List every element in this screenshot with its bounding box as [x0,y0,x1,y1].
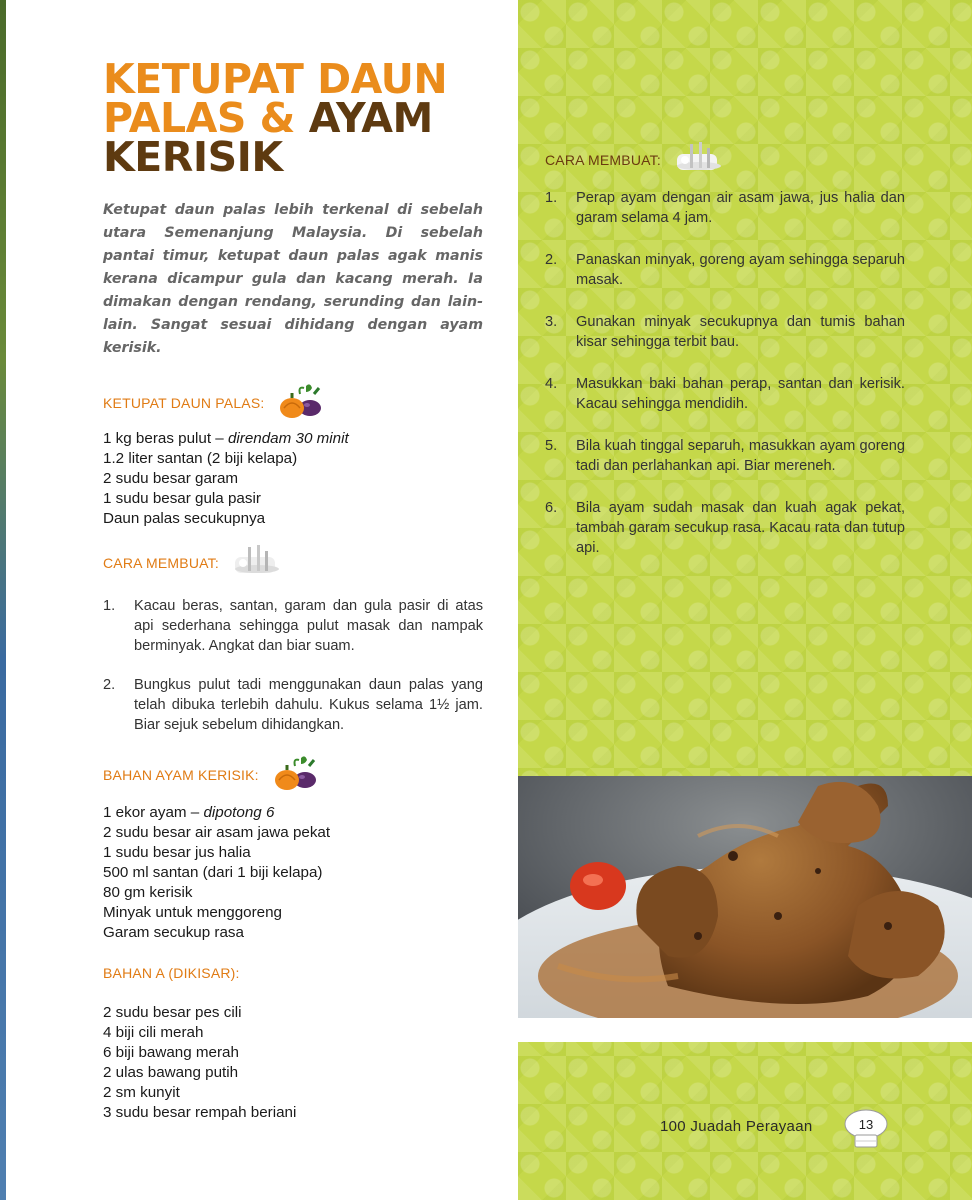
list-item: 1 sudu besar gula pasir [103,490,261,507]
list-item: 2 sm kunyit [103,1084,180,1101]
list-item: 2. Bungkus pulut tadi menggunakan daun palas yang telah dibuka terlebih dahulu. Kukus selama 1½ jam. Biar sejuk sebelum dihidangkan. [103,677,483,733]
list-item: 500 ml santan (dari 1 biji kelapa) [103,864,323,881]
ketupat-heading [103,382,483,423]
utensils-icon [231,545,283,580]
list-item: 1 kg beras pulut – direndam 30 minit [103,430,349,447]
cara-membuat-heading-1 [103,545,483,580]
list-item: 4 biji cili merah [103,1024,204,1041]
list-item: 6 biji bawang merah [103,1044,239,1061]
ketupat-ingredient-list [103,429,483,529]
list-item: 1. Kacau beras, santan, garam dan gula pasir di atas api sederhana sehingga pulut masak dan nampak berminyak. Angkat dan biar suam. [103,598,483,654]
list-item: 2 sudu besar pes cili [103,1004,242,1021]
ayam-kerisik-photo [518,776,972,1018]
bahan-a-heading [103,965,483,981]
ayam-kerisik-heading [103,754,483,795]
ayam-ingredient-list [103,803,483,943]
ketupat-heading-label: KETUPAT DAUN PALAS: [103,394,265,411]
list-item: 3 sudu besar rempah beriani [103,1104,297,1121]
list-item: 1 sudu besar jus halia [103,844,251,861]
bahan-a-label: BAHAN A (DIKISAR): [103,965,240,981]
book-title: 100 Juadah Perayaan [660,1118,813,1135]
list-item: 3. Gunakan minyak secukupnya dan tumis bahan kisar sehingga terbit bau. [545,314,905,350]
cara-membuat-label-1: CARA MEMBUAT: [103,554,219,571]
chef-hat-icon [843,1108,889,1152]
cara-membuat-heading-2 [545,142,725,177]
list-item: 2 sudu besar garam [103,470,239,487]
page-edge-strip [0,0,6,1200]
list-item: 80 gm kerisik [103,884,193,901]
list-item: 1 ekor ayam – dipotong 6 [103,804,275,821]
ayam-kerisik-label: BAHAN AYAM KERISIK: [103,766,259,783]
list-item: 1. Perap ayam dengan air asam jawa, jus halia dan garam selama 4 jam. [545,190,905,226]
utensils-icon [673,142,725,177]
left-column [103,55,483,1123]
page-number: 13 [858,1117,874,1132]
title-line-1: KETUPAT DAUN [103,55,448,103]
cara-membuat-steps-1 [103,596,483,735]
cara-membuat-label-2: CARA MEMBUAT: [545,151,661,168]
vegetables-icon [271,754,319,795]
photo-bottom-band [518,1018,972,1042]
title-line-3: KERISIK [103,133,283,181]
list-item: 5. Bila kuah tinggal separuh, masukkan ayam goreng tadi dan perlahankan api. Biar mereneh. [545,438,905,474]
list-item: 2 sudu besar air asam jawa pekat [103,824,331,841]
list-item: 4. Masukkan baki bahan perap, santan dan kerisik. Kacau sehingga mendidih. [545,376,905,412]
cara-membuat-steps-2 [545,188,905,580]
list-item: 1.2 liter santan (2 biji kelapa) [103,450,298,467]
list-item: Daun palas secukupnya [103,510,266,527]
list-item: 2. Panaskan minyak, goreng ayam sehingga separuh masak. [545,252,905,288]
recipe-title [103,55,483,181]
list-item: 6. Bila ayam sudah masak dan kuah agak pekat, tambah garam secukup rasa. Kacau rata dan tutup api. [545,500,905,556]
vegetables-icon [276,382,324,423]
title-line-2-orange: PALAS & [103,94,309,142]
list-item: 2 ulas bawang putih [103,1064,239,1081]
list-item: Minyak untuk menggoreng [103,904,282,921]
title-line-2-brown: AYAM [308,94,433,142]
bahan-a-ingredient-list [103,1003,483,1123]
intro-paragraph: Ketupat daun palas lebih terkenal di sebelah utara Semenanjung Malaysia. Di sebelah pantai timur, ketupat daun palas agak manis kerana dicampur gula dan kacang merah. Ia dimakan dengan rendang, serunding dan lain-lain. Sangat sesuai dihidang dengan ayam kerisik. [103,202,483,356]
list-item: Garam secukup rasa [103,924,244,941]
